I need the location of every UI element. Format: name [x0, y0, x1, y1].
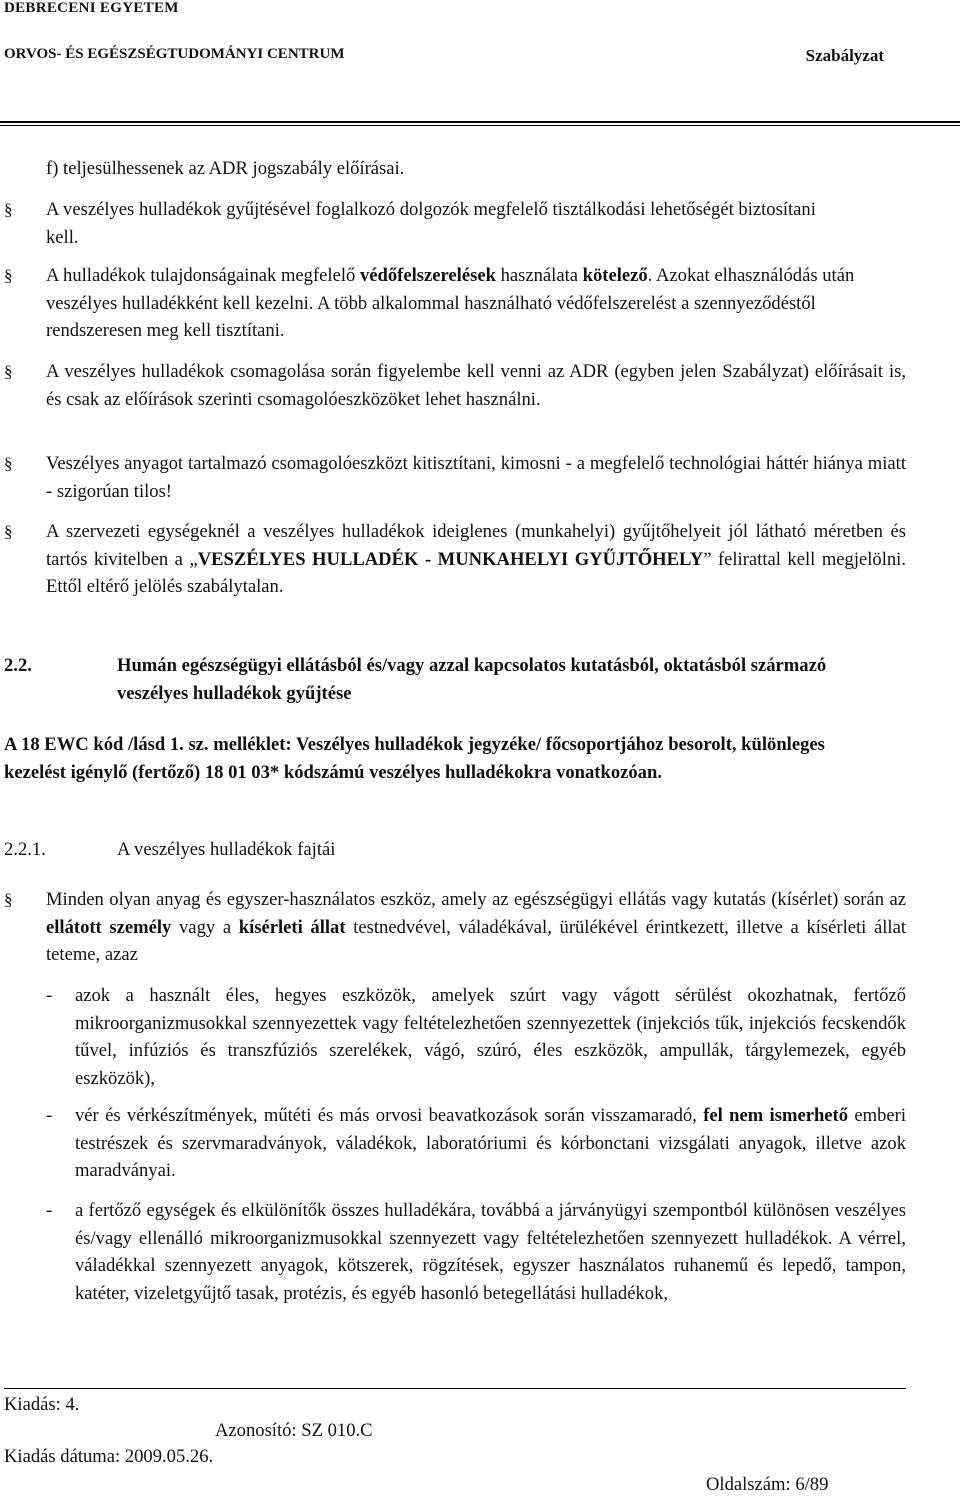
footer-rule [4, 1388, 906, 1389]
subsection-title: A veszélyes hulladékok fajtái [117, 839, 336, 860]
center-name: ORVOS- ÉS EGÉSZSÉGTUDOMÁNYI CENTRUM [4, 46, 345, 62]
section-bullet-icon: § [4, 890, 13, 909]
header-rule-thin [0, 125, 960, 126]
text-run: vér és vérkészítmények, műtéti és más orvosi beavatkozások során visszamaradó, [75, 1105, 704, 1126]
bullet-paragraph-5 [46, 518, 906, 601]
text-run: A szervezeti egységeknél a veszélyes hulladékok ideiglenes (munkahelyi) gyűjtőhelyeit jól látható méretben és tartós kivitelben a „ [46, 521, 906, 570]
bold-run: fel nem ismerhető [703, 1105, 849, 1126]
subsection-number: 2.2.1. [4, 839, 46, 860]
footer-page-number: Oldalszám: 6/89 [706, 1474, 829, 1495]
bold-run: kötelező [582, 265, 648, 286]
section-bullet-icon: § [4, 362, 13, 381]
dash-item-2 [75, 1102, 906, 1185]
text-run: használata [495, 265, 583, 286]
item-f: f) teljesülhessenek az ADR jogszabály előírásai. [46, 158, 405, 179]
section-number: 2.2. [4, 655, 32, 676]
section-bullet-icon: § [4, 454, 13, 473]
bullet-paragraph-4: Veszélyes anyagot tartalmazó csomagolóeszközt kitisztítani, kimosni - a megfelelő technológiai háttér hiánya miatt - szigorúan tilos! [46, 453, 906, 502]
list-dash: - [46, 1200, 53, 1221]
bold-run: védőfelszerelések [359, 265, 496, 286]
list-dash: - [46, 1105, 53, 1126]
definition-paragraph [46, 886, 906, 969]
footer-edition: Kiadás: 4. [4, 1394, 80, 1415]
dash-item-1: azok a használt éles, hegyes eszközök, amelyek szúrt vagy vágott sérülést okozhatnak, fertőző mikroorganizmusokkal szennyezettek vagy feltételezhetően szennyezettek (injekciós tűk, injekciós fecskendők tűvel, infúziós és transzfúziós szerelékek, vágó, szúró, éles eszközök, ampullák, tárgylemezek, egyéb eszközök), [75, 985, 906, 1089]
bullet-paragraph-1: A veszélyes hulladékok gyűjtésével foglalkozó dolgozók megfelelő tisztálkodási lehetőségét biztosítani kell. [46, 199, 816, 248]
header-row [4, 46, 884, 63]
text-run: vagy a [171, 916, 239, 938]
bullet-paragraph-2 [46, 262, 906, 345]
bold-run: VESZÉLYES HULLADÉK - MUNKAHELYI GYŰJTŐHELY [197, 548, 704, 570]
section-bullet-icon: § [4, 522, 13, 541]
section-bullet-icon: § [4, 266, 13, 285]
list-dash: - [46, 985, 53, 1006]
header-rule-thick [0, 121, 960, 123]
footer-identifier: Azonosító: SZ 010.C [215, 1420, 373, 1441]
text-run: testnedvével, váladékával, ürülékével érintkezett, illetve a kísérleti állat teteme, azaz [46, 916, 906, 965]
ewc-paragraph: A 18 EWC kód /lásd 1. sz. melléklet: Veszélyes hulladékok jegyzéke/ főcsoportjához besorolt, különleges kezelést igénylő (fertőző) 18 01 03* kódszámú veszélyes hulladékokra vonatkozóan. [4, 734, 825, 783]
text-run: ” felirattal kell megjelölni. Ettől eltérő jelölés szabálytalan. [46, 548, 906, 597]
section-bullet-icon: § [4, 200, 13, 219]
text-run: emberi testrészek és szervmaradványok, váladékok, laboratóriumi és kórbonctani vizsgálati anyagok, illetve azok maradványai. [75, 1105, 906, 1181]
text-run: A hulladékok tulajdonságainak megfelelő [46, 265, 360, 286]
bold-run: kísérleti állat [238, 916, 346, 938]
bullet-paragraph-3: A veszélyes hulladékok csomagolása során figyelembe kell venni az ADR (egyben jelen Szabályzat) előírásait is, és csak az előírások szerinti csomagolóeszközöket lehet használni. [46, 361, 906, 410]
document-type: Szabályzat [805, 46, 884, 65]
dash-item-3: a fertőző egységek és elkülönítők összes hulladékára, továbbá a járványügyi szempontból különösen veszélyes és/vagy ellenálló mikroorganizmusokkal szennyezett vagy feltételezhetően szennyezett hulladékok. A vérrel, váladékkal szennyezett anyagok, kötszerek, rögzítések, egyszer használatos ruhanemű és lepedő, tampon, katéter, vizeletgyűjtő tasak, protézis, és egyéb hasonló betegellátási hulladékok, [75, 1200, 906, 1304]
text-run: Minden olyan anyag és egyszer-használatos eszköz, amely az egészségügyi ellátás vagy kutatás (kísérlet) során az [46, 889, 906, 910]
section-title: Humán egészségügyi ellátásból és/vagy azzal kapcsolatos kutatásból, oktatásból származó veszélyes hulladékok gyűjtése [117, 655, 827, 704]
text-run: . Azokat elhasználódás után veszélyes hulladékként kell kezelni. A több alkalommal használható védőfelszerelést a szennyeződéstől rendszeresen meg kell tisztítani. [46, 265, 855, 341]
bold-run: ellátott személy [46, 916, 172, 938]
footer-issue-date: Kiadás dátuma: 2009.05.26. [4, 1446, 214, 1467]
institution-name: DEBRECENI EGYETEM [4, 0, 179, 16]
